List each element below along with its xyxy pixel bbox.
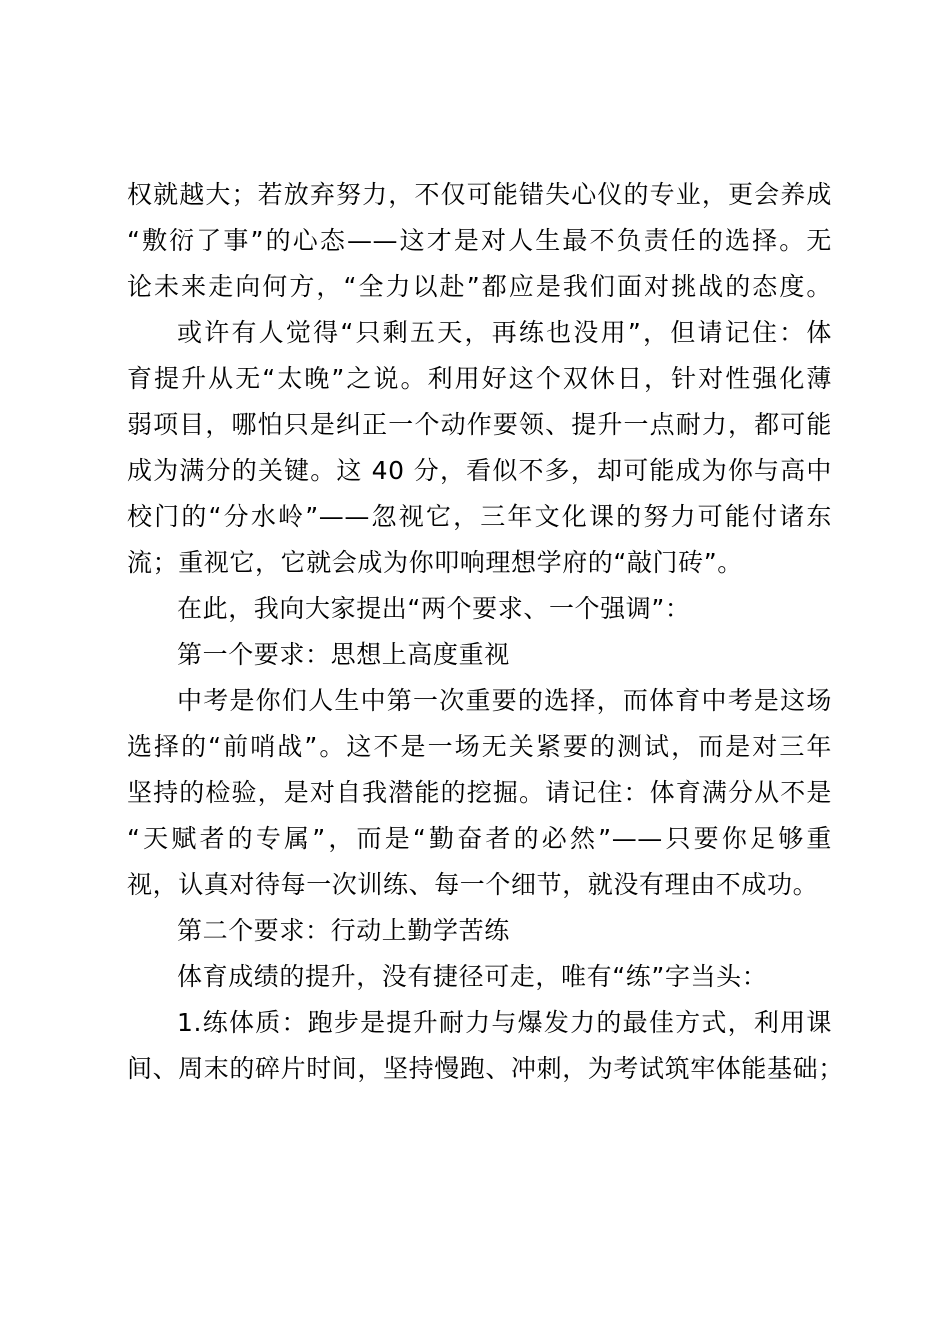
section-heading: 第一个要求：思想上高度重视	[177, 640, 510, 669]
list-item: 1.练体质：跑步是提升耐力与爆发力的最佳方式，利用课	[177, 1008, 832, 1037]
text-line: 流；重视它，它就会成为你叩响理想学府的“敲门砖”。	[127, 548, 743, 577]
text-line: 在此，我向大家提出“两个要求、一个强调”：	[177, 594, 691, 623]
text-line: 成为满分的关键。这 40 分，看似不多，却可能成为你与高中	[127, 456, 832, 485]
text-line: “敷衍了事”的心态——这才是对人生最不负责任的选择。无	[127, 226, 832, 255]
text-line: 体育成绩的提升，没有捷径可走，唯有“练”字当头：	[177, 962, 768, 991]
text-line: 中考是你们人生中第一次重要的选择，而体育中考是这场	[177, 686, 832, 715]
text-line: 坚持的检验，是对自我潜能的挖掘。请记住：体育满分从不是	[127, 778, 832, 807]
text-line: 间、周末的碎片时间，坚持慢跑、冲刺，为考试筑牢体能基础；	[127, 1054, 844, 1083]
text-line: 视，认真对待每一次训练、每一个细节，就没有理由不成功。	[127, 870, 819, 899]
text-line: 弱项目，哪怕只是纠正一个动作要领、提升一点耐力，都可能	[127, 410, 832, 439]
text-line: “天赋者的专属”，而是“勤奋者的必然”——只要你足够重	[127, 824, 832, 853]
text-line: 或许有人觉得“只剩五天，再练也没用”，但请记住：体	[177, 318, 832, 347]
text-line: 论未来走向何方，“全力以赴”都应是我们面对挑战的态度。	[127, 272, 832, 301]
section-heading: 第二个要求：行动上勤学苦练	[177, 916, 510, 945]
document-body	[127, 172, 844, 1092]
text-line: 育提升从无“太晚”之说。利用好这个双休日，针对性强化薄	[127, 364, 832, 393]
text-line: 校门的“分水岭”——忽视它，三年文化课的努力可能付诸东	[127, 502, 832, 531]
text-line: 选择的“前哨战”。这不是一场无关紧要的测试，而是对三年	[127, 732, 832, 761]
text-line: 权就越大；若放弃努力，不仅可能错失心仪的专业，更会养成	[127, 180, 832, 209]
